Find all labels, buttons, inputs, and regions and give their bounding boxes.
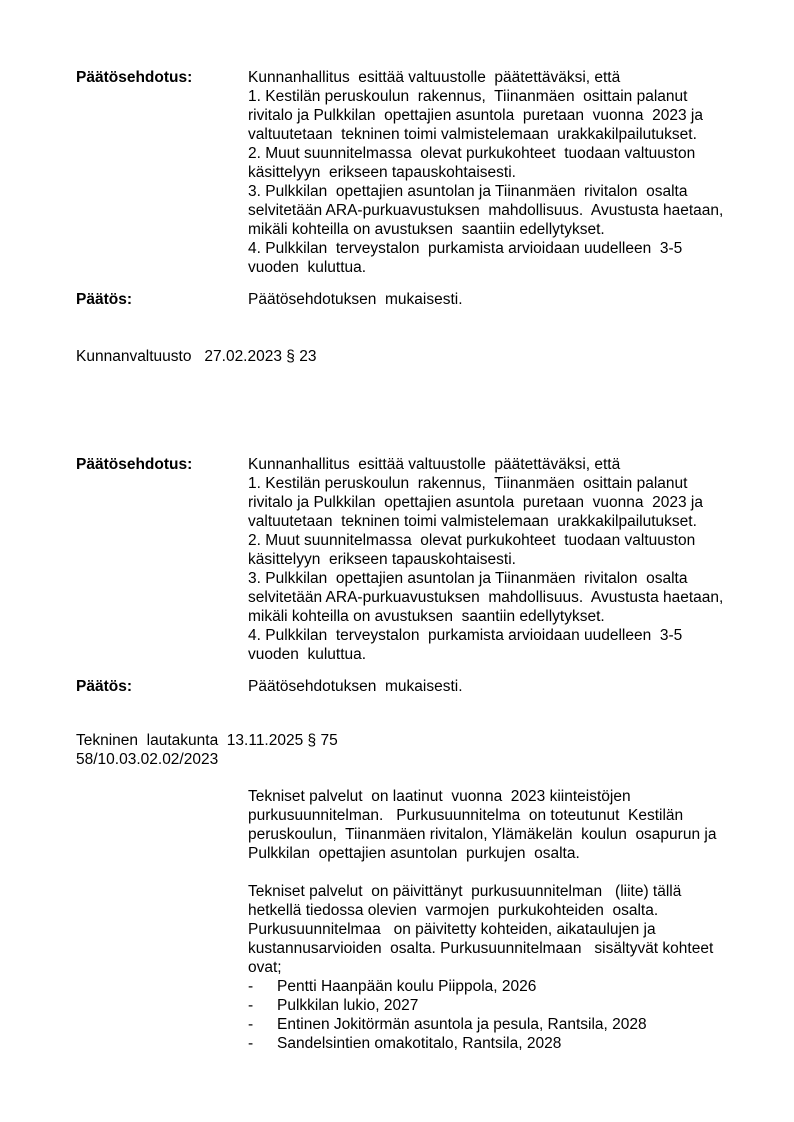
list-item-dash: - [248, 1035, 254, 1052]
text-line: vuoden kuluttua. [248, 259, 367, 276]
list-item-dash: - [248, 997, 254, 1014]
text-line: mikäli kohteilla on avustuksen saantiin edellytykset. [248, 221, 605, 238]
list-item-text: Pulkkilan lukio, 2027 [277, 997, 419, 1014]
text-line: 2. Muut suunnitelmassa olevat purkukohteet tuodaan valtuuston [248, 145, 696, 162]
text-line: purkusuunnitelman. Purkusuunnitelma on toteutunut Kestilän [248, 807, 684, 824]
section-proposal-kunnanhallitus [76, 68, 724, 276]
text-line: Pulkkilan opettajien asuntolan purkujen osalta. [248, 845, 580, 862]
paragraph-demolition-plan-updated [248, 882, 768, 977]
text-line: Tekniset palvelut on laatinut vuonna 2023 kiinteistöjen [248, 788, 631, 805]
decision-body [248, 677, 768, 696]
section-decision-kunnanhallitus [76, 290, 463, 309]
text-line: selvitetään ARA-purkuavustuksen mahdollisuus. Avustusta haetaan, [248, 589, 724, 606]
list-item-dash: - [248, 1016, 254, 1033]
list-item [248, 1034, 768, 1053]
board-reference-line: Tekninen lautakunta 13.11.2025 § 75 [76, 732, 338, 749]
text-line: rivitalo ja Pulkkilan opettajien asuntola puretaan vuonna 2023 ja [248, 107, 703, 124]
text-line: Tekniset palvelut on päivittänyt purkusuunnitelman (liite) tällä [248, 883, 682, 900]
board-reference-block [76, 731, 338, 769]
text-line: valtuutetaan tekninen toimi valmistelemaan urakkakilpailutukset. [248, 126, 697, 143]
list-item [248, 977, 768, 996]
text-line: Purkusuunnitelmaa on päivitetty kohteiden, aikataulujen ja [248, 921, 656, 938]
decision-body [248, 290, 768, 309]
decision-text: Päätösehdotuksen mukaisesti. [248, 291, 463, 308]
text-line: käsittelyyn erikseen tapauskohtaisesti. [248, 164, 516, 181]
list-item-text: Pentti Haanpään koulu Piippola, 2026 [277, 978, 537, 995]
text-line: valtuutetaan tekninen toimi valmistelemaan urakkakilpailutukset. [248, 513, 697, 530]
text-line: Kunnanhallitus esittää valtuustolle päätettäväksi, että [248, 456, 621, 473]
text-line: 3. Pulkkilan opettajien asuntolan ja Tiinanmäen rivitalon osalta [248, 183, 688, 200]
text-line: hetkellä tiedossa olevien varmojen purkukohteiden osalta. [248, 902, 659, 919]
list-item [248, 1015, 768, 1034]
list-item-dash: - [248, 978, 254, 995]
text-line: käsittelyyn erikseen tapauskohtaisesti. [248, 551, 516, 568]
decision-label: Päätös: [76, 678, 132, 695]
section-decision-board [76, 677, 463, 696]
decision-text: Päätösehdotuksen mukaisesti. [248, 678, 463, 695]
text-line: Kunnanhallitus esittää valtuustolle päätettäväksi, että [248, 69, 621, 86]
demolition-sites-list [248, 977, 768, 1053]
text-line: rivitalo ja Pulkkilan opettajien asuntola puretaan vuonna 2023 ja [248, 494, 703, 511]
list-item-text: Entinen Jokitörmän asuntola ja pesula, Rantsila, 2028 [277, 1016, 647, 1033]
proposal-body [248, 455, 768, 664]
text-line: 4. Pulkkilan terveystalon purkamista arvioidaan uudelleen 3-5 [248, 627, 683, 644]
proposal-body [248, 68, 768, 277]
text-line: mikäli kohteilla on avustuksen saantiin edellytykset. [248, 608, 605, 625]
text-line: 3. Pulkkilan opettajien asuntolan ja Tiinanmäen rivitalon osalta [248, 570, 688, 587]
text-line: 4. Pulkkilan terveystalon purkamista arvioidaan uudelleen 3-5 [248, 240, 683, 257]
section-proposal-board [76, 455, 724, 663]
text-line: vuoden kuluttua. [248, 646, 367, 663]
proposal-label: Päätösehdotus: [76, 69, 193, 86]
text-line: kustannusarvioiden osalta. Purkusuunnitelmaan sisältyvät kohteet [248, 940, 714, 957]
list-item-text: Sandelsintien omakotitalo, Rantsila, 2028 [277, 1035, 562, 1052]
decision-label: Päätös: [76, 291, 132, 308]
text-line: 2. Muut suunnitelmassa olevat purkukohteet tuodaan valtuuston [248, 532, 696, 549]
council-reference-line: Kunnanvaltuusto 27.02.2023 § 23 [76, 348, 317, 365]
text-line: ovat; [248, 959, 282, 976]
text-line: peruskoulun, Tiinanmäen rivitalon, Ylämäkelän koulun osapurun ja [248, 826, 717, 843]
text-line: 1. Kestilän peruskoulun rakennus, Tiinanmäen osittain palanut [248, 88, 688, 105]
list-item [248, 996, 768, 1015]
case-number: 58/10.03.02.02/2023 [76, 751, 219, 768]
proposal-label: Päätösehdotus: [76, 456, 193, 473]
paragraph-demolition-plan-created [248, 787, 768, 863]
text-line: 1. Kestilän peruskoulun rakennus, Tiinanmäen osittain palanut [248, 475, 688, 492]
text-line: selvitetään ARA-purkuavustuksen mahdollisuus. Avustusta haetaan, [248, 202, 724, 219]
